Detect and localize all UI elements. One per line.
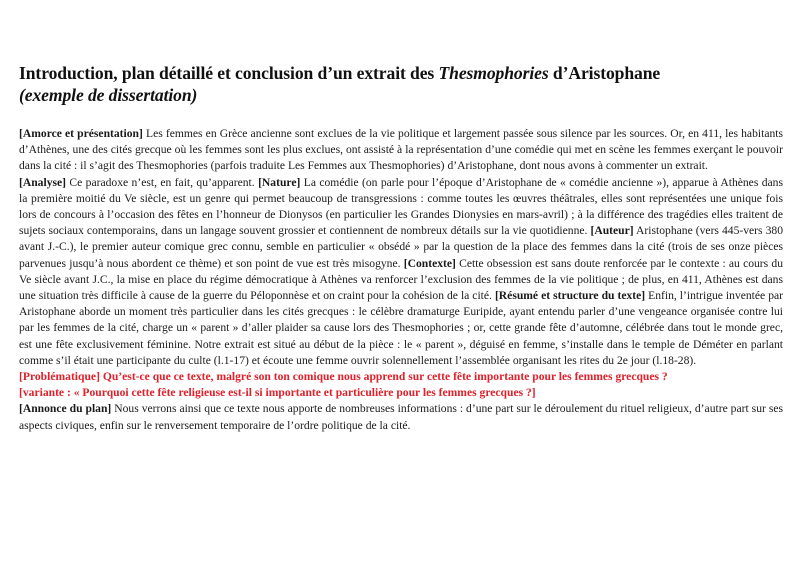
section-tag-plan: [Annonce du plan]: [19, 402, 112, 416]
document-subtitle: (exemple de dissertation): [19, 85, 198, 105]
problematique-line: [Problématique] Qu’est-ce que ce texte, malgré son ton comique nous apprend sur cette fête importante pour les femmes grecques ?: [19, 370, 668, 384]
section-tag-auteur: [Auteur]: [590, 224, 634, 238]
section-tag-amorce: [Amorce et présentation]: [19, 127, 143, 140]
paragraph-amorce: [19, 126, 783, 175]
contexte-text: Cette obsession est sans doute renforcée par le contexte : au cours du Ve siècle avant J.C., la mise en place du régime démocratique à Athènes va renforcer l’exclusion des femmes de la vie politique ; de plus, en 411, Athènes est dans une situation très difficile à cause de la guerre du Péloponnèse et on craint pour la cohésion de la cité.: [19, 256, 783, 303]
document-body: [19, 126, 783, 434]
section-tag-resume: [Résumé et structure du texte]: [494, 289, 646, 303]
nature-text: La comédie (on parle pour l’époque d’Aristophane de « comédie ancienne »), apparue à Athènes dans la première moitié du Ve siècle, est un genre qui permet beaucoup de transgressions : comme toutes les œuvres théâtrales, elles sont représentées une unique fois lors de concours à l’occasion des fêtes en l’honneur de Dionysos (en particulier les Grandes Dionysies en mars-avril) ; à la différence des tragédies elles traitent de sujets sociaux contemporains, dans un langage souvent grossier et contiennent de nombreux détails sur la vie quotidienne.: [19, 175, 783, 238]
title-text-part2: d’Aristophane: [548, 63, 661, 83]
variante-line: [variante : « Pourquoi cette fête religieuse est-il si importante et particulière pour les femmes grecques ?]: [19, 386, 536, 400]
section-tag-nature: [Nature]: [258, 175, 301, 189]
title-italic-work: Thesmophories: [438, 63, 549, 83]
paragraph-analyse: [19, 175, 783, 369]
section-tag-analyse: [Analyse]: [19, 175, 67, 189]
resume-text: Enfin, l’intrigue inventée par Aristophane aborde un moment très particulier dans les cités grecques : le célèbre dramaturge Euripide, ayant entendu parler d’une vengeance organisée contre lui par les femmes de la cité, charge un « parent » d’aller plaider sa cause lors des Thesmophories ; or, cette grande fête d’automne, célébrée dans tout le monde grec, est une fête exclusivement féminine. Notre extrait est situé au début de la pièce : le « parent », déguisé en femme, s’installe dans le temple de Déméter en parlant comme s’il était une participante du culte (l.1-17) et écoute une femme ouvrir solennellement l’assemblée organisant les rites du 2e jour (l.18-28).: [19, 289, 783, 367]
title-text-part1: Introduction, plan détaillé et conclusion d’un extrait des: [19, 63, 439, 83]
document-page: [19, 62, 783, 434]
plan-text: Nous verrons ainsi que ce texte nous apporte de nombreuses informations : d’une part sur le déroulement du rituel religieux, d’autre part sur ses aspects civiques, enfin sur le renversement temporaire de l’ordre politique de la cité.: [19, 402, 783, 432]
document-title: [19, 62, 783, 106]
auteur-text: Aristophane (vers 445-vers 380 avant J.-C.), le premier auteur comique grec connu, semble en particulier « obsédé » par la question de la place des femmes dans la cité (trois de ses onze pièces parvenues jusqu’à nous abordent ce thème) et son point de vue est très misogyne.: [19, 224, 783, 270]
analyse-text: Ce paradoxe n’est, en fait, qu’apparent.: [66, 175, 259, 189]
section-tag-contexte: [Contexte]: [403, 256, 456, 270]
amorce-text: Les femmes en Grèce ancienne sont exclues de la vie politique et largement passée sous silence par les sources. Or, en 411, les habitants d’Athènes, une des cités grecque où les femmes sont les plus exclues, ont assisté à la représentation d’une comédie qui met en scène les femmes exerçant le pouvoir dans la cité : il s’agit des Thesmophories (parfois traduite Les Femmes aux Thesmophories) d’Aristophane, dont nous avons à commenter un extrait.: [19, 127, 783, 173]
paragraph-plan: [19, 401, 783, 433]
